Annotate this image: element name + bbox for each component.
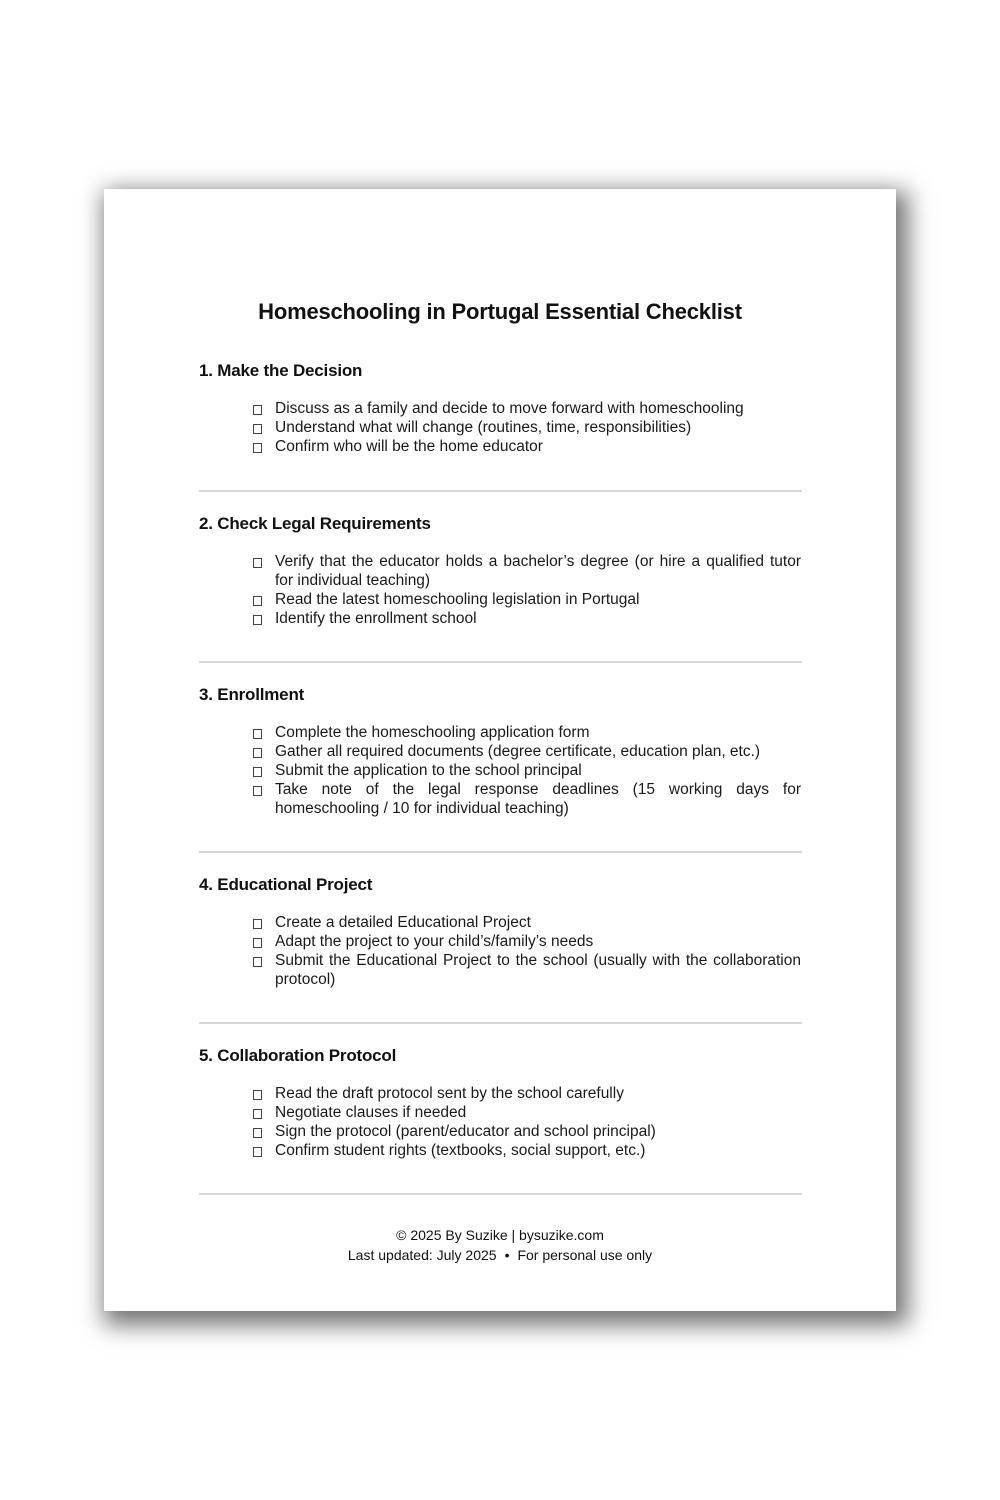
section-educational-project — [199, 875, 801, 989]
checklist-page — [104, 189, 896, 1311]
checkbox-icon[interactable] — [253, 748, 262, 758]
checklist-item[interactable]: Adapt the project to your child’s/family’s needs — [253, 932, 801, 951]
footer-meta-line — [104, 1245, 896, 1265]
section-enrollment — [199, 685, 801, 818]
checkbox-icon[interactable] — [253, 424, 262, 434]
section-divider — [199, 661, 802, 663]
checklist-item[interactable]: Understand what will change (routines, time, responsibilities) — [253, 418, 801, 437]
checklist-item[interactable]: Confirm who will be the home educator — [253, 437, 801, 456]
checkbox-icon[interactable] — [253, 615, 262, 625]
section-heading: 4. Educational Project — [199, 875, 373, 894]
checkbox-icon[interactable] — [253, 938, 262, 948]
checkbox-icon[interactable] — [253, 957, 262, 967]
checkbox-icon[interactable] — [253, 405, 262, 415]
copyright-line: © 2025 By Suzike | bysuzike.com — [396, 1227, 604, 1243]
checkbox-icon[interactable] — [253, 1090, 262, 1100]
section-divider — [199, 1022, 802, 1024]
checklist — [199, 1084, 801, 1160]
checklist-item[interactable]: Sign the protocol (parent/educator and school principal) — [253, 1122, 801, 1141]
checklist — [199, 399, 801, 456]
section-collaboration-protocol — [199, 1046, 801, 1160]
section-divider — [199, 490, 802, 492]
checklist — [199, 913, 801, 989]
checkbox-icon[interactable] — [253, 767, 262, 777]
page-footer — [104, 1225, 896, 1265]
checkbox-icon[interactable] — [253, 1147, 262, 1157]
section-heading: 5. Collaboration Protocol — [199, 1046, 397, 1065]
checkbox-icon[interactable] — [253, 558, 262, 568]
checkbox-icon[interactable] — [253, 786, 262, 796]
section-divider — [199, 851, 802, 853]
checklist-item[interactable]: Submit the Educational Project to the school (usually with the collaboration protocol) — [253, 951, 801, 989]
checkbox-icon[interactable] — [253, 729, 262, 739]
checklist-item[interactable]: Submit the application to the school principal — [253, 761, 801, 780]
bullet-separator: • — [504, 1247, 510, 1263]
checklist-item[interactable]: Negotiate clauses if needed — [253, 1103, 801, 1122]
checklist-item[interactable]: Complete the homeschooling application form — [253, 723, 801, 742]
checklist-item[interactable]: Discuss as a family and decide to move forward with homeschooling — [253, 399, 801, 418]
checklist-item[interactable]: Read the latest homeschooling legislation in Portugal — [253, 590, 801, 609]
checkbox-icon[interactable] — [253, 919, 262, 929]
usage-note: For personal use only — [517, 1247, 653, 1263]
checklist — [199, 723, 801, 818]
checkbox-icon[interactable] — [253, 443, 262, 453]
checklist-item[interactable]: Identify the enrollment school — [253, 609, 801, 628]
checklist-item[interactable]: Verify that the educator holds a bachelor’s degree (or hire a qualified tutor for individual teaching) — [253, 552, 801, 590]
section-heading: 2. Check Legal Requirements — [199, 514, 431, 533]
checkbox-icon[interactable] — [253, 1128, 262, 1138]
section-check-legal-requirements — [199, 514, 801, 628]
checklist-item[interactable]: Take note of the legal response deadlines (15 working days for homeschooling / 10 for individual teaching) — [253, 780, 801, 818]
section-heading: 3. Enrollment — [199, 685, 305, 704]
page-title: Homeschooling in Portugal Essential Checklist — [258, 298, 742, 324]
checklist — [199, 552, 801, 628]
checklist-item[interactable]: Gather all required documents (degree certificate, education plan, etc.) — [253, 742, 801, 761]
section-make-the-decision — [199, 361, 801, 456]
checkbox-icon[interactable] — [253, 596, 262, 606]
checklist-item[interactable]: Read the draft protocol sent by the school carefully — [253, 1084, 801, 1103]
last-updated: Last updated: July 2025 — [347, 1247, 497, 1263]
section-heading: 1. Make the Decision — [199, 361, 363, 380]
checkbox-icon[interactable] — [253, 1109, 262, 1119]
checklist-item[interactable]: Confirm student rights (textbooks, social support, etc.) — [253, 1141, 801, 1160]
checklist-item[interactable]: Create a detailed Educational Project — [253, 913, 801, 932]
section-divider — [199, 1193, 802, 1195]
